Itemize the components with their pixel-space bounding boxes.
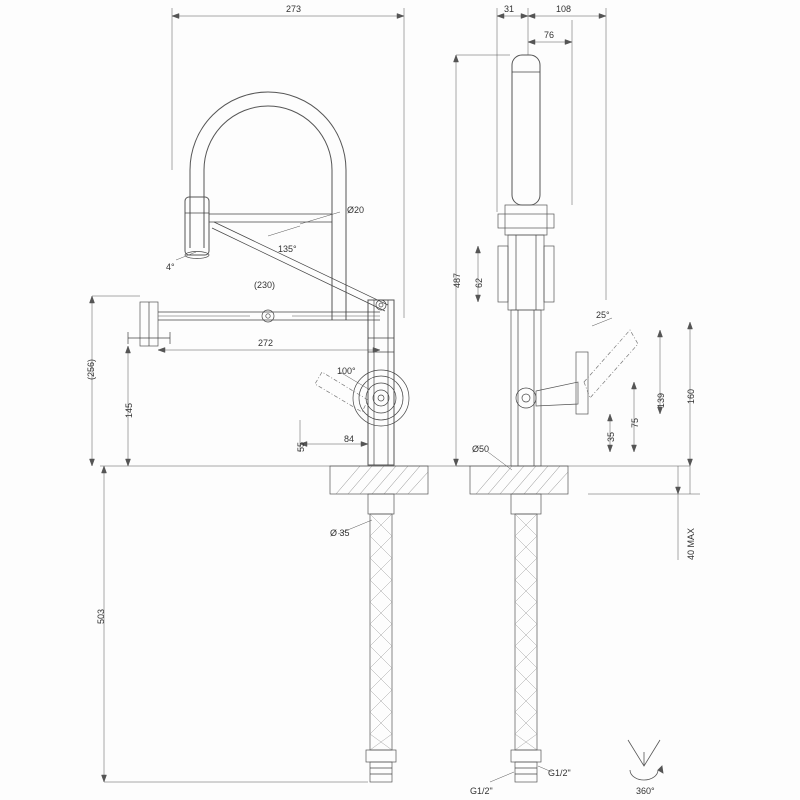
dim-75: 75 <box>630 417 640 428</box>
dim-right-thread: G1/2" <box>548 768 571 778</box>
dim-height-487: 487 <box>452 272 462 288</box>
dim-height-drop: (256) <box>86 358 96 380</box>
dim-spout-diameter: Ø20 <box>347 205 365 215</box>
dim-overall-width: 273 <box>286 4 302 14</box>
dim-108: 108 <box>556 4 572 14</box>
dim-height-62: 62 <box>474 277 484 288</box>
dim-hose-length: 503 <box>96 608 106 624</box>
dim-139: 139 <box>656 392 666 408</box>
dim-bracket-length: (230) <box>254 280 276 290</box>
dim-31: 31 <box>504 4 515 14</box>
dim-55: 55 <box>296 441 306 452</box>
dim-small-angle: 4° <box>166 262 175 272</box>
dim-76: 76 <box>544 30 555 40</box>
dim-160: 160 <box>686 388 696 404</box>
dim-arm-length: 272 <box>258 338 274 348</box>
dim-handle-angle: 100° <box>337 366 356 376</box>
dim-front-base-diameter: Ø 35 <box>330 528 350 538</box>
dim-height-145: 145 <box>124 402 134 418</box>
dim-35: 35 <box>606 431 616 442</box>
rotation-note: 360° <box>636 786 655 796</box>
dim-deck-thickness: 40 MAX <box>686 527 696 560</box>
dim-side-base-diameter: Ø50 <box>472 444 490 454</box>
dim-elbow-angle: 135° <box>278 244 297 254</box>
dim-lever-angle: 25° <box>596 310 610 320</box>
dim-left-thread: G1/2" <box>470 786 493 796</box>
dim-84: 84 <box>344 434 355 444</box>
